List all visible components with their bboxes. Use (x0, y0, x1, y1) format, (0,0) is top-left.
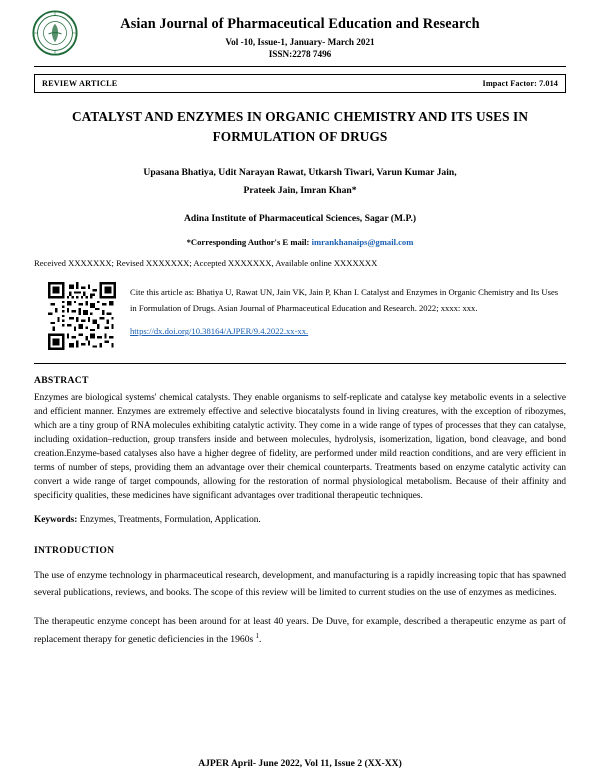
doi-link[interactable]: https://dx.doi.org/10.38164/AJPER/9.4.2022.xx-xx. (130, 326, 309, 337)
keywords-line (34, 515, 566, 525)
citation-text-wrapper (130, 282, 566, 340)
abstract-body: Enzymes are biological systems' chemical catalysts. They enable organisms to self-replicate and catalyse key metabolic events in a selective and efficient manner. Enzymes are extremely effective and selective biocatalysts found in living creatures, with the exception of ribozymes, which are a tiny group of RNA molecules exhibiting catalytic activity. They come in a wide range of types of processes that they can catalyse, including oxidation–reduction, group transfers inside and between molecules, hydrolysis, isomerization, ligation, bond cleavage, and bond creation.Enzyme-based catalyses also have a higher degree of fidelity, are performed under mild reaction conditions, and are very efficient in terms of number of steps, providing them an advantage over their chemical counterparts. Treatments based on enzyme catalytic activity can convert a wide range of target compounds, allowing for the restoration of normal physiological metabolism. Because of their affinity and specificity qualities, these medicines have significant advantages over traditional therapeutic techniques. (34, 392, 566, 502)
introduction-heading: INTRODUCTION (34, 544, 115, 556)
page-title: CATALYST AND ENZYMES IN ORGANIC CHEMISTRY AND ITS USES IN FORMULATION OF DRUGS (71, 108, 529, 145)
abstract-heading: ABSTRACT (34, 374, 89, 386)
qr-code-icon[interactable] (48, 282, 116, 350)
page-footer: AJPER April- June 2022, Vol 11, Issue 2 (XX-XX) (198, 758, 402, 769)
keywords-value: Enzymes, Treatments, Formulation, Application. (77, 514, 261, 525)
corresponding-author-email-link[interactable]: imrankhanaips@gmail.com (311, 236, 414, 247)
citation-text: Cite this article as: Bhatiya U, Rawat UN, Jain VK, Jain P, Khan I. Catalyst and Enzymes in Organic Chemistry and Its Uses in Formulation of Drugs. Asian Journal of Pharmaceutical Education and Research. 2022; xxxx: xxx. (130, 286, 559, 314)
citation-divider (34, 363, 566, 364)
article-type-label: REVIEW ARTICLE (42, 78, 118, 88)
journal-seal-logo (32, 10, 78, 56)
journal-volume-line: Vol -10, Issue-1, January- March 2021 (225, 36, 375, 47)
corresponding-author (34, 237, 566, 247)
introduction-paragraph-2 (34, 613, 566, 649)
article-dates: Received XXXXXXX; Revised XXXXXXX; Accepted XXXXXXX, Available online XXXXXXX (34, 257, 378, 268)
corresponding-author-label: *Corresponding Author's E mail: (186, 236, 312, 247)
author-list (34, 164, 566, 200)
header-divider (34, 66, 566, 67)
introduction-paragraph-2-part-1: The therapeutic enzyme concept has been around for at least 40 years. De Duve, for example, described (34, 615, 441, 627)
keywords-label: Keywords: (34, 514, 78, 525)
author-line-2: Prateek Jain, Imran Khan* (243, 185, 357, 197)
author-line-1: Upasana Bhatiya, Udit Narayan Rawat, Utkarsh Tiwari, Varun Kumar Jain, (143, 167, 457, 179)
introduction-paragraph-1: The use of enzyme technology in pharmaceutical research, development, and manufacturing is a rapidly increasing topic that has spawned several publications, reviews, and books. The scope of this review will be limited to current studies on the use of enzymes as medicines. (34, 569, 566, 599)
masthead (34, 10, 566, 61)
citation-block (34, 282, 566, 350)
impact-factor-label: Impact Factor: 7.014 (482, 78, 558, 88)
introduction-paragraph-2-part-2: a therapeutic enzyme as part of replacement therapy for genetic deficiencies in the 1960s (34, 615, 566, 645)
introduction-paragraph-2-end: . (259, 633, 262, 645)
reference-marker: 1 (255, 632, 260, 640)
affiliation: Adina Institute of Pharmaceutical Sciences, Sagar (M.P.) (183, 212, 417, 224)
journal-title: Asian Journal of Pharmaceutical Education and Research (120, 16, 480, 32)
journal-issn: ISSN:2278 7496 (268, 48, 332, 59)
article-type-bar (34, 74, 566, 93)
